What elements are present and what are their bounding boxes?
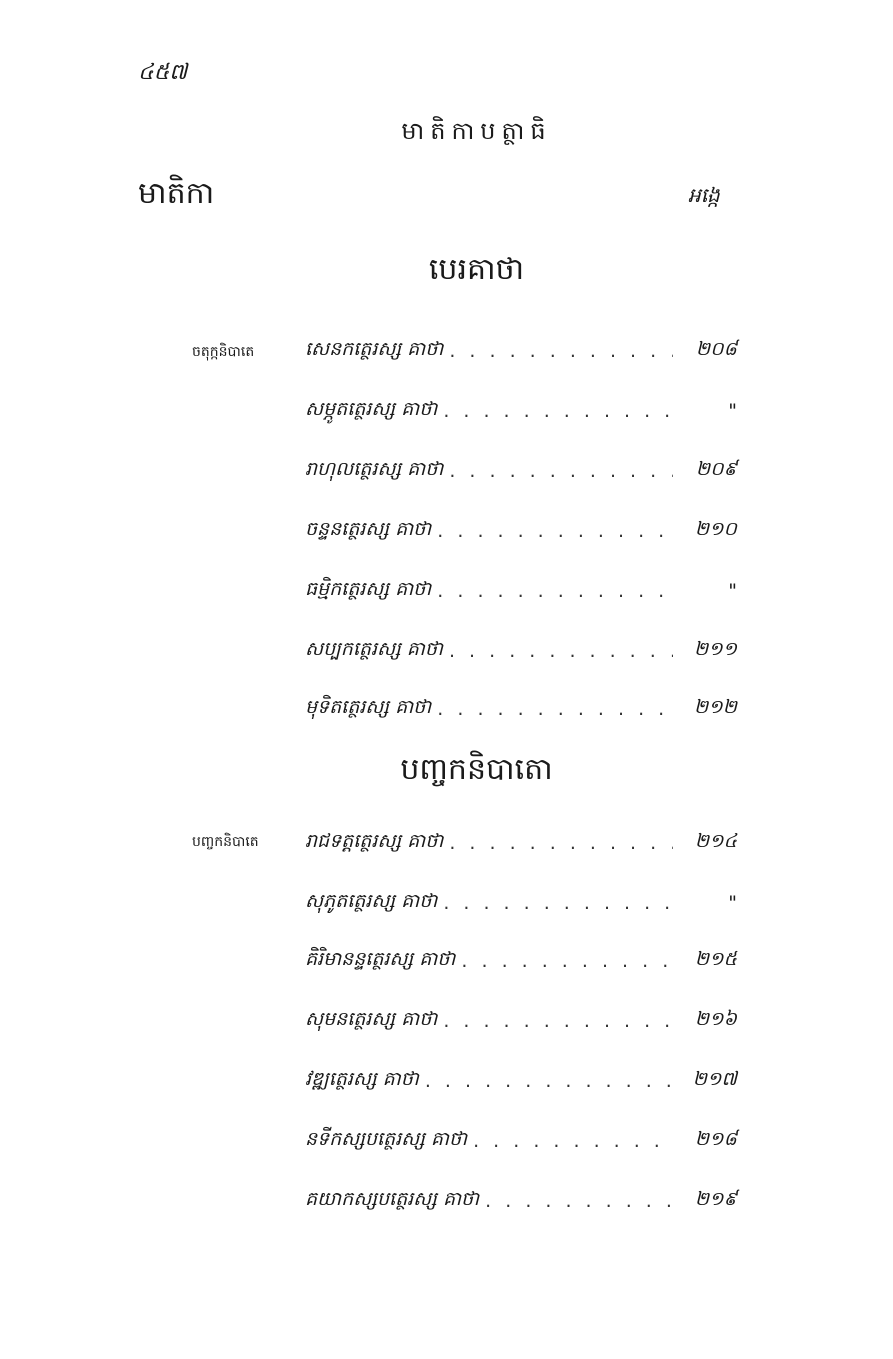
toc-entry[interactable] [305, 944, 737, 978]
toc-entry[interactable] [305, 826, 737, 860]
entry-page: ២១៥ [694, 948, 737, 970]
dot-leader [473, 1130, 673, 1152]
dot-leader [485, 1190, 673, 1212]
dot-leader [449, 460, 673, 482]
entry-title: ធម្មិកត្ថេរស្ស គាថា [305, 578, 432, 600]
entry-page: ២១៦ [694, 1008, 737, 1030]
entry-title: ចន្ទនត្ថេរស្ស គាថា [305, 518, 432, 540]
entry-page: ២១៨ [694, 1128, 737, 1150]
entry-page: ២១១ [693, 638, 737, 660]
entry-title: សុមនត្ថេរស្ស គាថា [305, 1008, 438, 1030]
document-title: មាតិកាបត្ថាធិ [401, 117, 552, 145]
dot-leader [437, 580, 673, 602]
entry-title: គិរិមានន្ទត្ថេរស្ស គាថា [305, 948, 456, 970]
dot-leader [461, 950, 673, 972]
dot-leader [443, 400, 673, 422]
section-heading: បញ្ចកនិបាតោ [400, 752, 553, 787]
group-label: បញ្ចកនិបាតេ [192, 834, 259, 850]
entry-page: ២០៩ [695, 458, 737, 480]
toc-entry[interactable] [305, 1184, 737, 1218]
entry-page: ២១៧ [692, 1068, 737, 1090]
entry-page: " [728, 400, 737, 422]
dot-leader [443, 1010, 673, 1032]
toc-entry[interactable] [305, 394, 737, 428]
header-page-label: អង្កេ [688, 183, 720, 207]
entry-title: សម្ភូតត្ថេរស្ស គាថា [305, 398, 438, 420]
section-heading: បេរគាថា [428, 252, 525, 287]
header-contents-label: មាតិកា [138, 176, 215, 211]
toc-entry[interactable] [305, 514, 737, 548]
toc-entry[interactable] [305, 334, 737, 368]
entry-title: សប្បកត្ថេរស្ស គាថា [305, 638, 443, 660]
entry-title: គយាកស្សបត្ថេរស្ស គាថា [305, 1188, 480, 1210]
toc-entry[interactable] [305, 1004, 737, 1038]
entry-page: ២១៤ [694, 830, 737, 852]
dot-leader [443, 892, 673, 914]
entry-title: សេនកត្ថេរស្ស គាថា [305, 338, 444, 360]
entry-title: រាហុលត្ថេរស្ស គាថា [305, 458, 444, 480]
toc-entry[interactable] [305, 1064, 737, 1098]
entry-title: រាជទត្តត្ថេរស្ស គាថា [305, 830, 444, 852]
entry-page: ២១៩ [694, 1188, 737, 1210]
dot-leader [437, 520, 673, 542]
dot-leader [449, 340, 673, 362]
entry-title: មុទិតត្ថេរស្ស គាថា [305, 696, 432, 718]
entry-page: ២០៨ [695, 338, 737, 360]
entry-page: " [728, 892, 737, 914]
page-number: ៤៥៧ [138, 60, 188, 85]
group-label: ចតុក្កនិបាតេ [192, 344, 255, 360]
entry-page: ២១២ [693, 696, 737, 718]
entry-title: សុភូតត្ថេរស្ស គាថា [305, 890, 438, 912]
toc-entry[interactable] [305, 574, 737, 608]
entry-page: " [728, 580, 737, 602]
toc-entry[interactable] [305, 1124, 737, 1158]
dot-leader [437, 698, 673, 720]
dot-leader [449, 640, 673, 662]
dot-leader [425, 1070, 673, 1092]
entry-title: វឌ្ឍត្ថេរស្ស គាថា [305, 1068, 419, 1090]
toc-entry[interactable] [305, 634, 737, 668]
toc-entry[interactable] [305, 454, 737, 488]
dot-leader [449, 832, 673, 854]
entry-title: នទីកស្សបត្ថេរស្ស គាថា [305, 1128, 468, 1150]
toc-entry[interactable] [305, 692, 737, 726]
entry-page: ២១០ [694, 518, 737, 540]
toc-entry[interactable] [305, 886, 737, 920]
